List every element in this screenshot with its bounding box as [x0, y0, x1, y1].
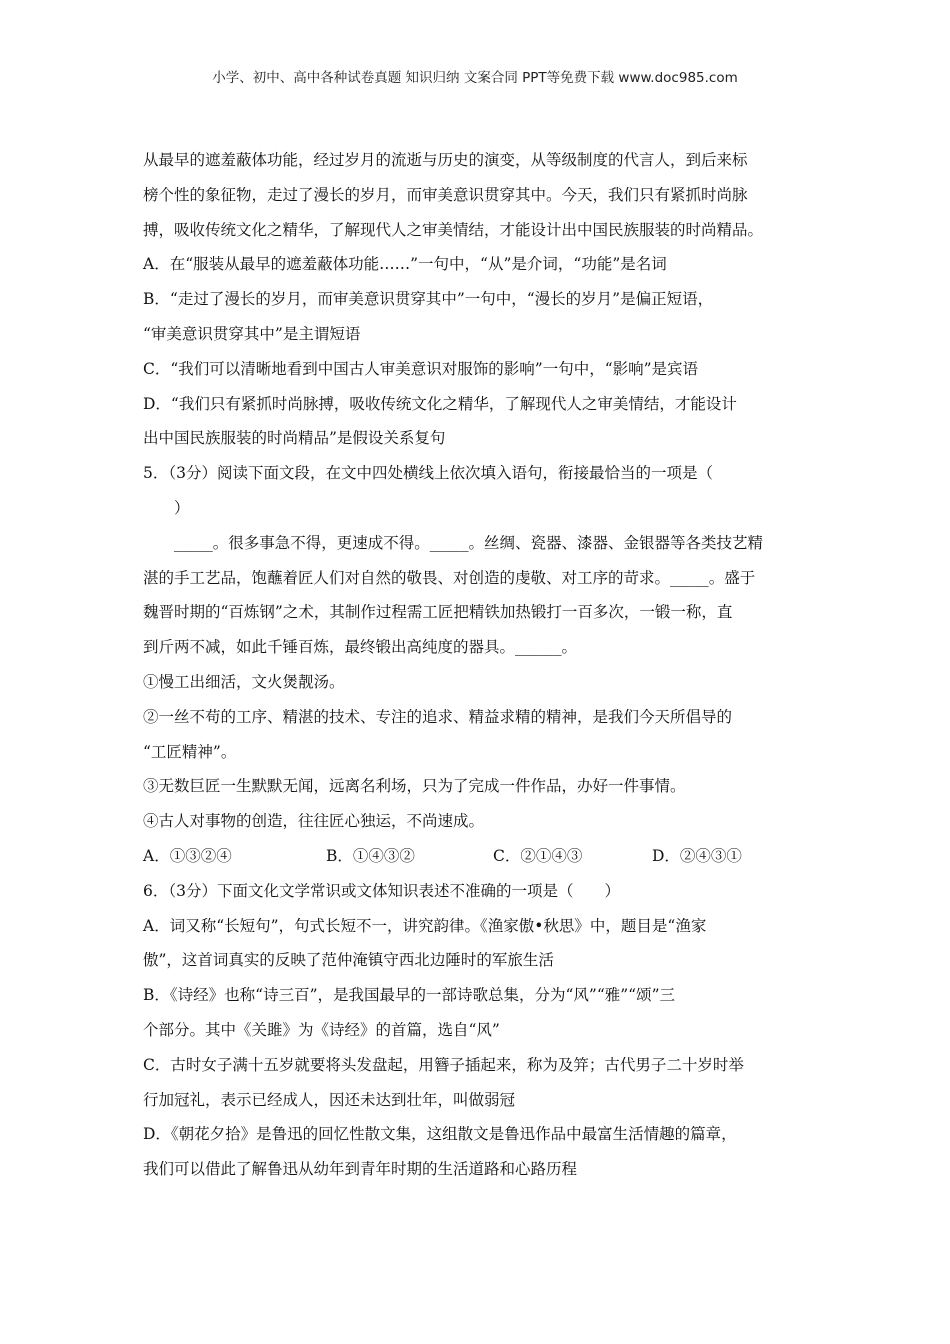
q5-blank-4: ______	[515, 638, 562, 657]
q6-option-c: C．古时女子满十五岁就要将头发盘起，用簪子插起来，称为及笄；古代男子二十岁时举	[143, 1055, 744, 1074]
document-body	[143, 143, 813, 1187]
q5-passage-line	[143, 561, 813, 596]
q6-option-a: A．词又称“长短句”，句式长短不一，讲究韵律。《渔家傲•秋思》中，题目是“渔家	[143, 916, 707, 935]
q5-option-c: C．②①④③	[493, 846, 583, 865]
q5-text: 湛的手工艺品，饱蘸着匠人们对自然的敬畏、对创造的虔敬、对工序的苛求。	[143, 568, 671, 587]
q4-option-d-cont: 出中国民族服装的时尚精品”是假设关系复句	[143, 429, 446, 448]
q5-option-b: B．①④③②	[326, 846, 415, 865]
q4-option-a: A．在“服装从最早的遮羞蔽体功能……”一句中，“从”是介词，“功能”是名词	[143, 255, 667, 274]
q5-option-d: D．②④③①	[652, 846, 742, 865]
q6-option-c-cont: 行加冠礼，表示已经成人，因还未达到壮年，叫做弱冠	[143, 1090, 516, 1109]
q5-text: 。	[561, 638, 578, 657]
q4-passage-line: 从最早的遮羞蔽体功能，经过岁月的流逝与历史的演变，从等级制度的代言人，到后来标	[143, 151, 748, 169]
q4-option-c: C．“我们可以清晰地看到中国古人审美意识对服饰的影响”一句中，“影响”是宾语	[143, 359, 699, 378]
q6-option-d: D．《朝花夕拾》是鲁迅的回忆性散文集，这组散文是鲁迅作品中最富生活情趣的篇章，	[143, 1125, 737, 1144]
q6-option-a-cont: 傲”，这首词真实的反映了范仲淹镇守西北边陲时的军旅生活	[143, 951, 554, 970]
q5-passage-line: 魏晋时期的“百炼钢”之术，其制作过程需工匠把精铁加热锻打一百多次，一锻一称，直	[143, 603, 733, 622]
q6-option-b-cont: 个部分。其中《关雎》为《诗经》的首篇，选自“风”	[143, 1020, 500, 1039]
q5-sentence-2-cont: “工匠精神”。	[143, 742, 237, 761]
q5-options-row	[143, 839, 813, 874]
q5-passage-line	[143, 630, 813, 665]
q5-sentence-4: ④古人对事物的创造，往往匠心独运，不尚速成。	[143, 812, 485, 831]
q5-text: 。丝绸、瓷器、漆器、金银器等各类技艺精	[468, 533, 764, 552]
page-header: 小学、初中、高中各种试卷真题 知识归纳 文案合同 PPT等免费下载 www.doc985.com	[212, 70, 738, 86]
q5-passage-line	[143, 526, 813, 561]
q5-sentence-2: ②一丝不苟的工序、精湛的技术、专注的追求、精益求精的精神，是我们今天所倡导的	[143, 707, 733, 726]
q5-blank-2: _____	[429, 533, 469, 552]
q6-option-d-cont: 我们可以借此了解鲁迅从幼年到青年时期的生活道路和心路历程	[143, 1160, 578, 1179]
q4-option-b-cont: “审美意识贯穿其中”是主谓短语	[143, 324, 361, 343]
q5-stem: 5．（3分）阅读下面文段，在文中四处横线上依次填入语句，衔接最恰当的一项是（	[143, 464, 713, 483]
q5-sentence-3: ③无数巨匠一生默默无闻，远离名利场，只为了完成一件作品，办好一件事情。	[143, 777, 686, 796]
q5-blank-3: _____	[670, 568, 709, 587]
q5-sentence-1: ①慢工出细活，文火煲靓汤。	[143, 672, 345, 691]
q5-text: 。盛于	[708, 568, 756, 587]
q4-option-d: D．“我们只有紧抓时尚脉搏，吸收传统文化之精华，了解现代人之审美情结，才能设计	[143, 394, 737, 413]
q5-stem-cont: ）	[174, 498, 190, 517]
q4-option-b: B．“走过了漫长的岁月，而审美意识贯穿其中”一句中，“漫长的岁月”是偏正短语，	[143, 290, 714, 309]
q5-text: 到斤两不减，如此千锤百炼，最终锻出高纯度的器具。	[143, 638, 516, 657]
q4-passage-line: 榜个性的象征物，走过了漫长的岁月，而审美意识贯穿其中。今天，我们只有紧抓时尚脉	[143, 185, 748, 204]
q5-text: 。很多事急不得，更速成不得。	[212, 533, 430, 552]
q5-option-a: A．①③②④	[143, 846, 232, 865]
q4-passage-line: 搏，吸收传统文化之精华，了解现代人之审美情结，才能设计出中国民族服装的时尚精品。	[143, 220, 764, 239]
q6-stem: 6．（3分）下面文化文学常识或文体知识表述不准确的一项是（ ）	[143, 881, 620, 900]
q5-blank-1: _____	[174, 533, 213, 552]
q6-option-b: B．《诗经》也称“诗三百”，是我国最早的一部诗歌总集，分为“风”“雅”“颂”三	[143, 986, 676, 1005]
